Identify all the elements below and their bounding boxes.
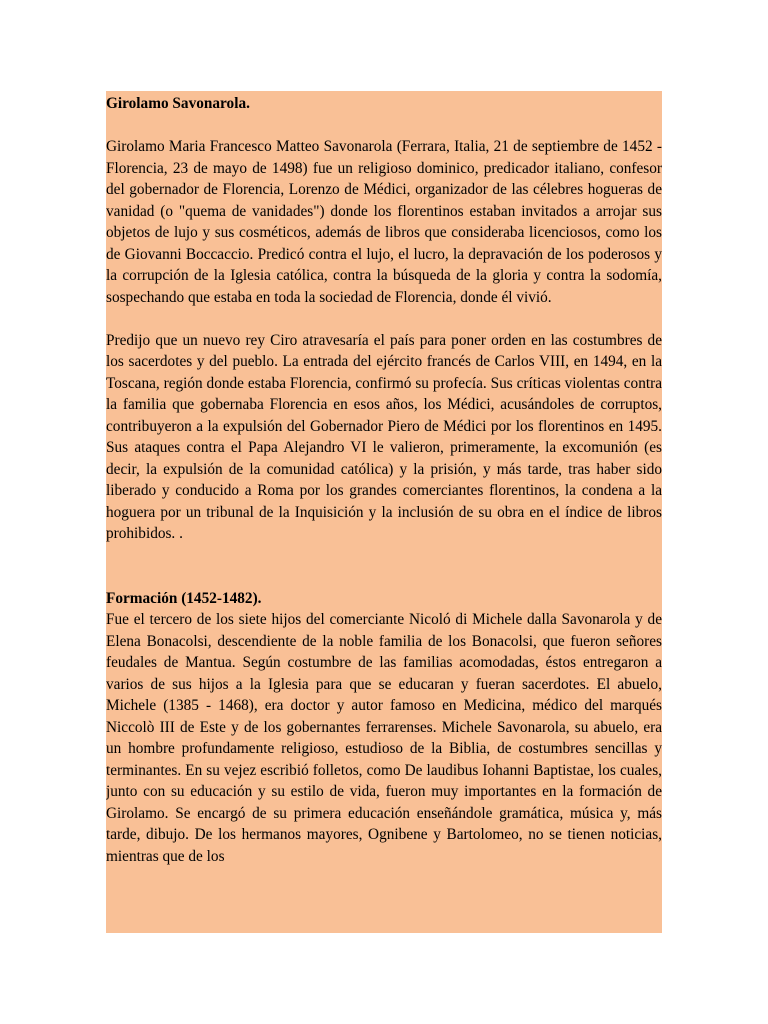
paragraph-spacer [106,308,662,330]
document-page [106,91,662,933]
paragraph-prophecy: Predijo que un nuevo rey Ciro atravesaría el país para poner orden en las costumbres de los sacerdotes y del pueblo. La entrada del ejército francés de Carlos VIII, en 1494, en la Toscana, región donde estaba Florencia, confirmó su profecía. Sus críticas violentas contra la familia que gobernaba Florencia en esos años, los Médici, acusándoles de corruptos, contribuyeron a la expulsión del Gobernador Piero de Médici por los florentinos en 1495. Sus ataques contra el Papa Alejandro VI le valieron, primeramente, la excomunión (es decir, la expulsión de la comunidad católica) y la prisión, y más tarde, tras haber sido liberado y conducido a Roma por los grandes comerciantes florentinos, la condena a la hoguera por un tribunal de la Inquisición y la inclusión de su obra en el índice de libros prohibidos. . [106,331,662,542]
paragraph-intro: Girolamo Maria Francesco Matteo Savonarola (Ferrara, Italia, 21 de septiembre de 1452 - Florencia, 23 de mayo de 1498) fue un religioso dominico, predicador italiano, confesor del gobernador de Florencia, Lorenzo de Médici, organizador de las célebres hogueras de vanidad (o "quema de vanidades") donde los florentinos estaban invitados a arrojar sus objetos de lujo y sus cosméticos, además de libros que consideraba licenciosos, como los de Giovanni Boccaccio. Predicó contra el lujo, el lucro, la depravación de los poderosos y la corrupción de la Iglesia católica, contra la búsqueda de la gloria y contra la sodomía, sospechando que estaba en toda la sociedad de Florencia, donde él vivió. [106,138,662,306]
section-heading: Formación (1452-1482). [106,589,262,607]
paragraph-spacer [106,115,662,137]
document-body [106,93,662,867]
section-spacer [106,545,662,588]
document-title: Girolamo Savonarola. [106,95,250,112]
paragraph-formation: Fue el tercero de los siete hijos del comerciante Nicoló di Michele dalla Savonarola y de Elena Bonacolsi, descendiente de la noble familia de los Bonacolsi, que fueron señores feudales de Mantua. Según costumbre de las familias acomodadas, éstos entregaron a varios de sus hijos a la Iglesia para que se educaran y fueran sacerdotes. El abuelo, Michele (1385 - 1468), era doctor y autor famoso en Medicina, médico del marqués Niccolò III de Este y de los gobernantes ferrarenses. Michele Savonarola, su abuelo, era un hombre profundamente religioso, estudioso de la Biblia, de costumbres sencillas y terminantes. En su vejez escribió folletos, como De laudibus Iohanni Baptistae, los cuales, junto con su educación y su estilo de vida, fueron muy importantes en la formación de Girolamo. Se encargó de su primera educación enseñándole gramática, música y, más tarde, dibujo. De los hermanos mayores, Ognibene y Bartolomeo, no se tienen noticias, mientras que de los [106,611,662,865]
